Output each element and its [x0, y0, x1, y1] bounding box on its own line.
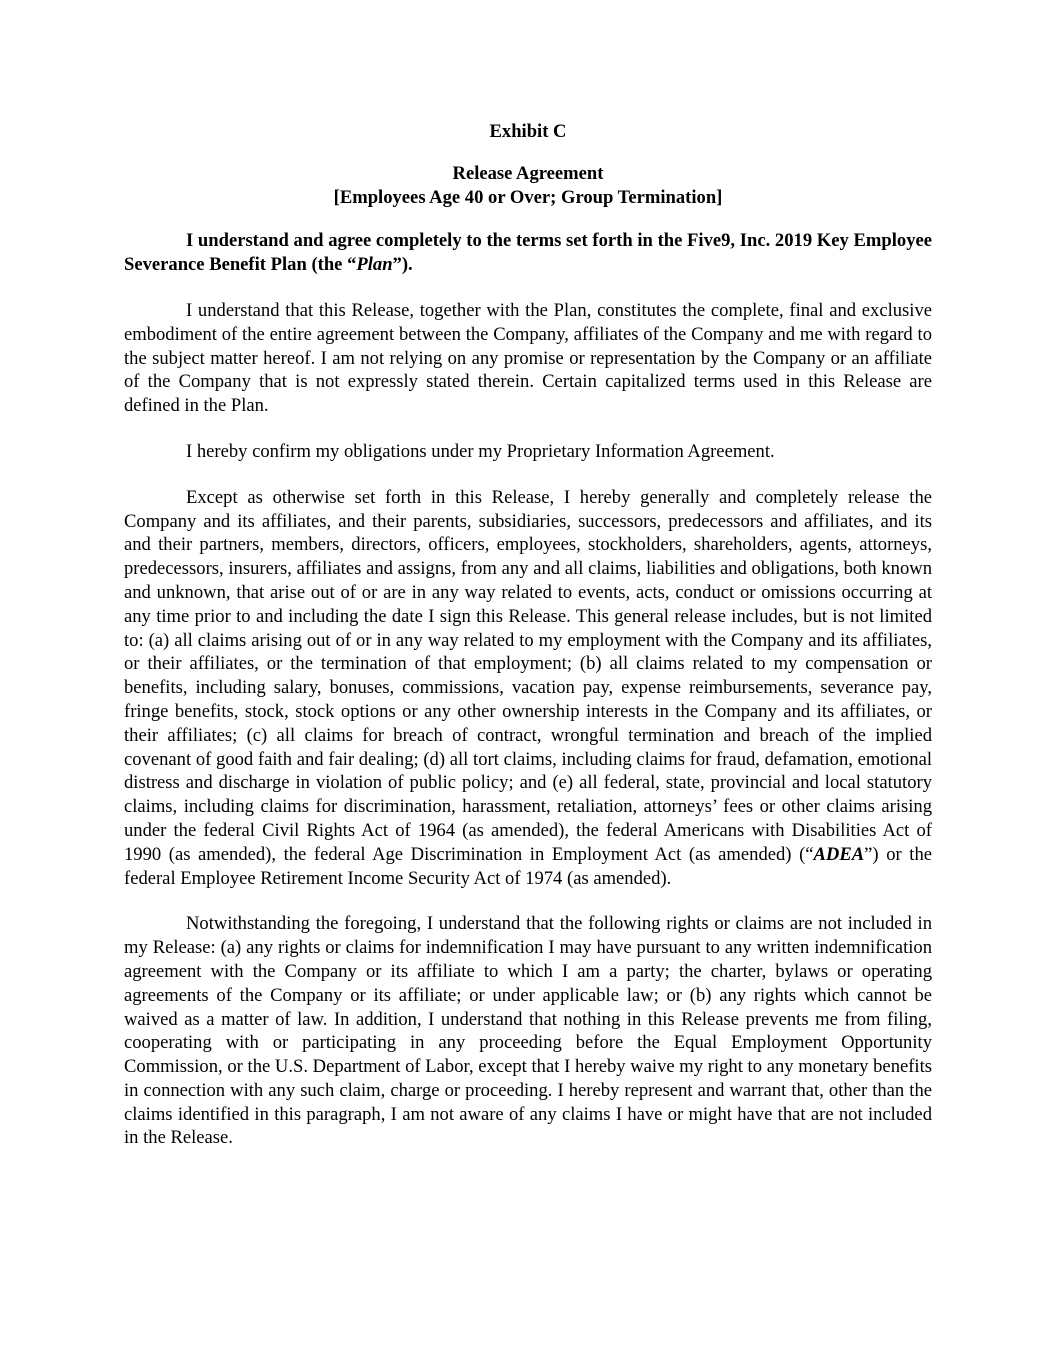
excluded-claims-paragraph: Notwithstanding the foregoing, I understand that the following rights or claims are not included in my Release: (a) any rights or claims for indemnification I may have pursuant to any written indemnification agreement with the Company or its affiliate to which I am a party; the charter, bylaws or operating agreements of the Company or its affiliate; or under applicable law; or (b) any rights which cannot be waived as a matter of law. In addition, I understand that nothing in this Release prevents me from filing, cooperating with or participating in any proceeding before the Equal Employment Opportunity Commission, or the U.S. Department of Labor, except that I hereby waive my right to any monetary benefits in connection with any such claim, charge or proceeding. I hereby represent and warrant that, other than the claims identified in this paragraph, I am not aware of any claims I have or might have that are not included in the Release.	[124, 913, 932, 1149]
intro-text-before: I understand and agree completely to the terms set forth in the Five9, Inc. 2019 Key Employee Severance Benefit Plan (the “	[124, 230, 932, 276]
general-release-paragraph	[124, 486, 932, 891]
intro-paragraph	[124, 229, 932, 277]
exhibit-label: Exhibit C	[489, 121, 567, 142]
confirm-obligations-paragraph: I hereby confirm my obligations under my Proprietary Information Agreement.	[186, 440, 775, 462]
entire-agreement-paragraph: I understand that this Release, together with the Plan, constitutes the complete, final and exclusive embodiment of the entire agreement between the Company, affiliates of the Company and me with regard to the subject matter hereof. I am not relying on any promise or representation by the Company or an affiliate of the Company that is not expressly stated therein. Certain capitalized terms used in this Release are defined in the Plan.	[124, 299, 932, 417]
general-release-text-before: Except as otherwise set forth in this Release, I hereby generally and completely release the Company and its affiliates, and their parents, subsidiaries, successors, predecessors and affiliates, and its and their partners, members, directors, officers, employees, stockholders, shareholders, agents, attorneys, predecessors, insurers, affiliates and assigns, from any and all claims, liabilities and obligations, both known and unknown, that arise out of or are in any way related to events, acts, conduct or omissions occurring at any time prior to and including the date I sign this Release. This general release includes, but is not limited to: (a) all claims arising out of or in any way related to my employment with the Company and its affiliates, or their affiliates, or the termination of that employment; (b) all claims related to my compensation or benefits, including salary, bonuses, commissions, vacation pay, expense reimbursements, severance pay, fringe benefits, stock, stock options or any other ownership interests in the Company and its affiliates, or their affiliates; (c) all claims for breach of contract, wrongful termination and breach of the implied covenant of good faith and fair dealing; (d) all tort claims, including claims for fraud, defamation, emotional distress and discharge in violation of public policy; and (e) all federal, state, provincial and local statutory claims, including claims for discrimination, harassment, retaliation, attorneys’ fees or other claims arising under the federal Civil Rights Act of 1964 (as amended), the federal Americans with Disabilities Act of 1990 (as amended), the federal Age Discrimination in Employment Act (as amended) (“	[124, 486, 932, 865]
intro-defined-term: Plan	[356, 254, 393, 276]
document-page	[124, 120, 932, 1172]
release-title-line2: [Employees Age 40 or Over; Group Termination]	[333, 186, 723, 208]
intro-text-after: ”).	[392, 254, 413, 276]
general-release-text-after: ”) or the federal Employee Retirement Income Security Act of 1974 (as amended).	[124, 843, 932, 889]
adea-defined-term: ADEA	[813, 843, 865, 865]
release-title	[124, 162, 932, 210]
release-title-line1: Release Agreement	[452, 162, 604, 184]
